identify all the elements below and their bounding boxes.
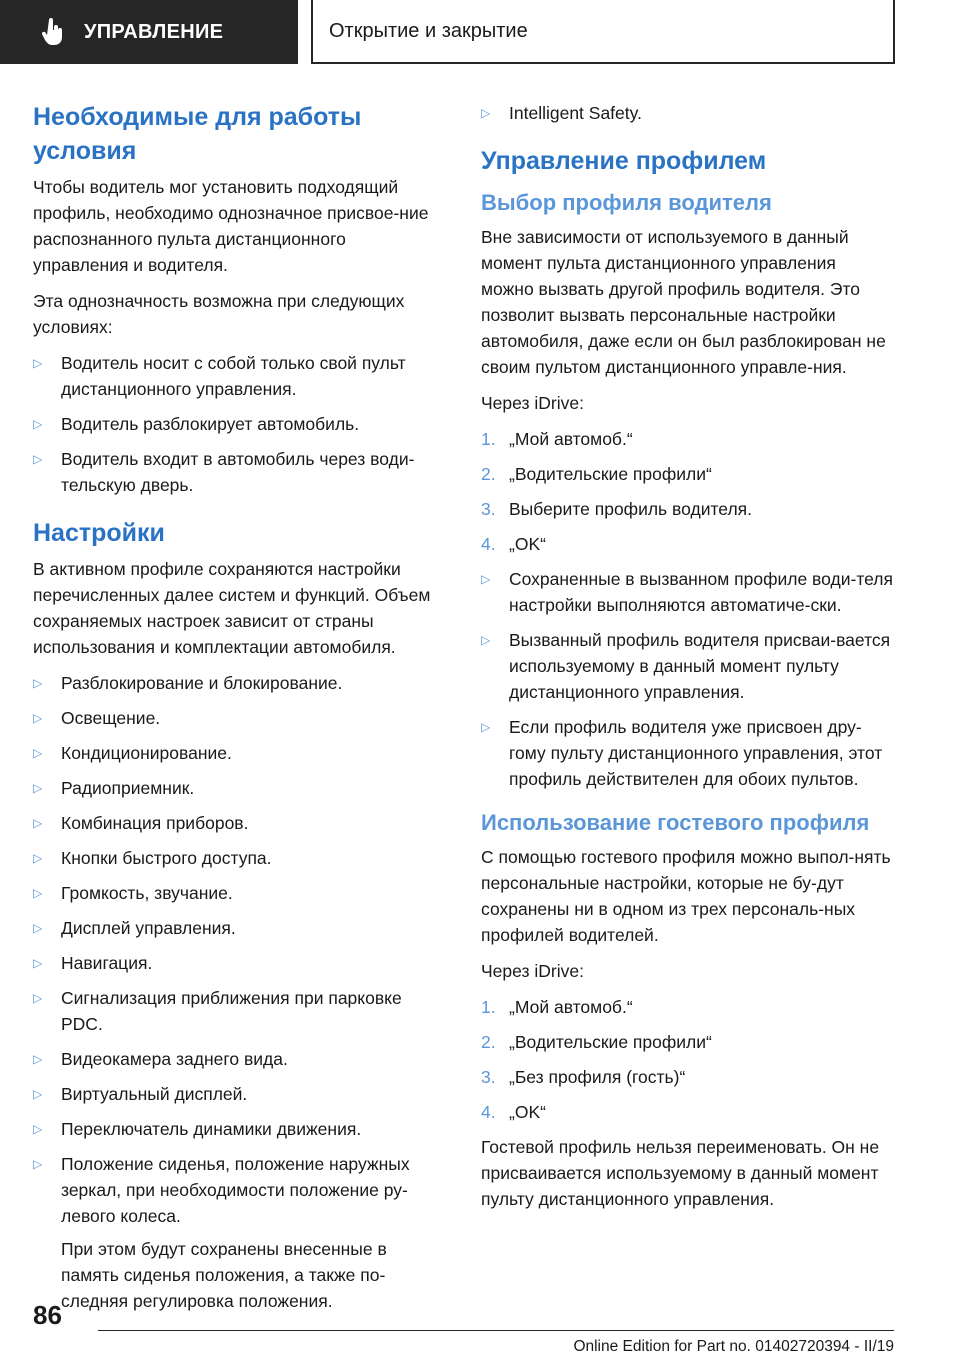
triangle-bullet-icon: ▷ xyxy=(481,720,491,734)
conditions-list xyxy=(33,350,445,498)
triangle-bullet-icon: ▷ xyxy=(33,921,43,935)
page-number: 86 xyxy=(33,1300,62,1330)
step-item: 3. „Без профиля (гость)“ xyxy=(481,1067,686,1087)
list-item: ▷ Водитель входит в автомобиль через води-тельскую дверь. xyxy=(33,446,445,498)
list-item: ▷ Виртуальный дисплей. xyxy=(33,1081,445,1107)
triangle-bullet-icon: ▷ xyxy=(33,1157,43,1171)
triangle-bullet-icon: ▷ xyxy=(33,417,43,431)
chapter-tab xyxy=(311,0,895,64)
paragraph: В активном профиле сохраняются настройки перечисленных далее систем и функций. Объем сохраняемых настроек зависит от страны использования и комплектации автомобиля. xyxy=(33,559,431,657)
settings-list xyxy=(33,670,445,1229)
triangle-bullet-icon: ▷ xyxy=(481,106,491,120)
list-item: ▷ Освещение. xyxy=(33,705,445,731)
list-item: ▷ Переключатель динамики движения. xyxy=(33,1116,445,1142)
list-item: ▷ Комбинация приборов. xyxy=(33,810,445,836)
list-item: ▷ Радиоприемник. xyxy=(33,775,445,801)
paragraph: Вне зависимости от используемого в данный момент пульта дистанционного управления можно вызвать другой профиль водителя. Это позволит вызвать персональные настройки автомобиля, даже если он был разблокирован не своим пультом дистанционного управле-ния. xyxy=(481,227,886,377)
paragraph: Эта однозначность возможна при следующих условиях: xyxy=(33,291,405,337)
step-item: 4. „OK“ xyxy=(481,534,546,554)
step-item: 3. Выберите профиль водителя. xyxy=(481,499,752,519)
list-item: ▷ Сигнализация приближения при парковке PDC. xyxy=(33,985,445,1037)
triangle-bullet-icon: ▷ xyxy=(481,572,491,586)
settings-list-continued xyxy=(481,100,893,126)
triangle-bullet-icon: ▷ xyxy=(33,781,43,795)
triangle-bullet-icon: ▷ xyxy=(33,746,43,760)
triangle-bullet-icon: ▷ xyxy=(33,452,43,466)
left-column xyxy=(33,100,445,1324)
paragraph: С помощью гостевого профиля можно выпол-нять персональные настройки, которые не бу-дут сохранены ни в одном из трех персональ-ных профилей водителей. xyxy=(481,847,891,945)
triangle-bullet-icon: ▷ xyxy=(33,711,43,725)
list-item: ▷ Положение сиденья, положение наружных зеркал, при необходимости положение ру-левого колеса. xyxy=(33,1151,445,1229)
list-item: ▷ Intelligent Safety. xyxy=(481,100,893,126)
list-item: ▷ Сохраненные в вызванном профиле води-теля настройки выполняются автоматиче-ски. xyxy=(481,566,893,618)
page-footer xyxy=(0,1300,960,1362)
triangle-bullet-icon: ▷ xyxy=(33,816,43,830)
edition-label: Online Edition for Part no. 01402720394 - II/19 xyxy=(573,1338,894,1355)
section-banner xyxy=(0,0,298,64)
step-item: 2. „Водительские профили“ xyxy=(481,1032,712,1052)
paragraph: Через iDrive: xyxy=(481,393,584,413)
triangle-bullet-icon: ▷ xyxy=(33,886,43,900)
section-name: УПРАВЛЕНИЕ xyxy=(84,20,224,43)
triangle-bullet-icon: ▷ xyxy=(33,356,43,370)
heading-guest-profile: Использование гостевого профиля xyxy=(481,810,870,835)
heading-conditions: Необходимые для работы условия xyxy=(33,103,362,165)
list-item: ▷ Дисплей управления. xyxy=(33,915,445,941)
profile-notes-list xyxy=(481,566,893,792)
footer-divider xyxy=(98,1330,894,1331)
page-header xyxy=(0,0,960,66)
step-item: 1. „Мой автомоб.“ xyxy=(481,429,633,449)
hand-pointer-icon xyxy=(40,18,66,46)
list-item: ▷ Кнопки быстрого доступа. xyxy=(33,845,445,871)
step-item: 4. „OK“ xyxy=(481,1102,546,1122)
triangle-bullet-icon: ▷ xyxy=(33,991,43,1005)
steps-list-guest xyxy=(481,994,893,1125)
heading-settings: Настройки xyxy=(33,519,165,547)
settings-note: При этом будут сохранены внесенные в память сиденья положения, а также по-следняя регулировка положения. xyxy=(61,1239,387,1311)
list-item: ▷ Громкость, звучание. xyxy=(33,880,445,906)
triangle-bullet-icon: ▷ xyxy=(33,1087,43,1101)
triangle-bullet-icon: ▷ xyxy=(33,1052,43,1066)
heading-profile-management: Управление профилем xyxy=(481,147,767,175)
paragraph: Через iDrive: xyxy=(481,961,584,981)
triangle-bullet-icon: ▷ xyxy=(33,956,43,970)
step-item: 2. „Водительские профили“ xyxy=(481,464,712,484)
paragraph: Гостевой профиль нельзя переименовать. Он не присваивается используемому в данный момент пульту дистанционного управления. xyxy=(481,1137,880,1209)
triangle-bullet-icon: ▷ xyxy=(33,1122,43,1136)
triangle-bullet-icon: ▷ xyxy=(33,676,43,690)
list-item: ▷ Навигация. xyxy=(33,950,445,976)
list-item: ▷ Если профиль водителя уже присвоен дру-гому пульту дистанционного управления, этот профиль действителен для обоих пультов. xyxy=(481,714,893,792)
list-item: ▷ Кондиционирование. xyxy=(33,740,445,766)
list-item: ▷ Вызванный профиль водителя присваи-вается используемому в данный момент пульту дистанционного управления. xyxy=(481,627,893,705)
list-item: ▷ Разблокирование и блокирование. xyxy=(33,670,445,696)
right-column xyxy=(481,100,893,1222)
paragraph: Чтобы водитель мог установить подходящий профиль, необходимо однозначное присвое-ние распознанного пульта дистанционного управления и водителя. xyxy=(33,177,429,275)
list-item: ▷ Водитель носит с собой только свой пульт дистанционного управления. xyxy=(33,350,445,402)
triangle-bullet-icon: ▷ xyxy=(481,633,491,647)
triangle-bullet-icon: ▷ xyxy=(33,851,43,865)
chapter-title: Открытие и закрытие xyxy=(329,19,528,42)
list-item: ▷ Водитель разблокирует автомобиль. xyxy=(33,411,445,437)
steps-list-select xyxy=(481,426,893,557)
step-item: 1. „Мой автомоб.“ xyxy=(481,997,633,1017)
list-item: ▷ Видеокамера заднего вида. xyxy=(33,1046,445,1072)
heading-select-profile: Выбор профиля водителя xyxy=(481,190,772,215)
